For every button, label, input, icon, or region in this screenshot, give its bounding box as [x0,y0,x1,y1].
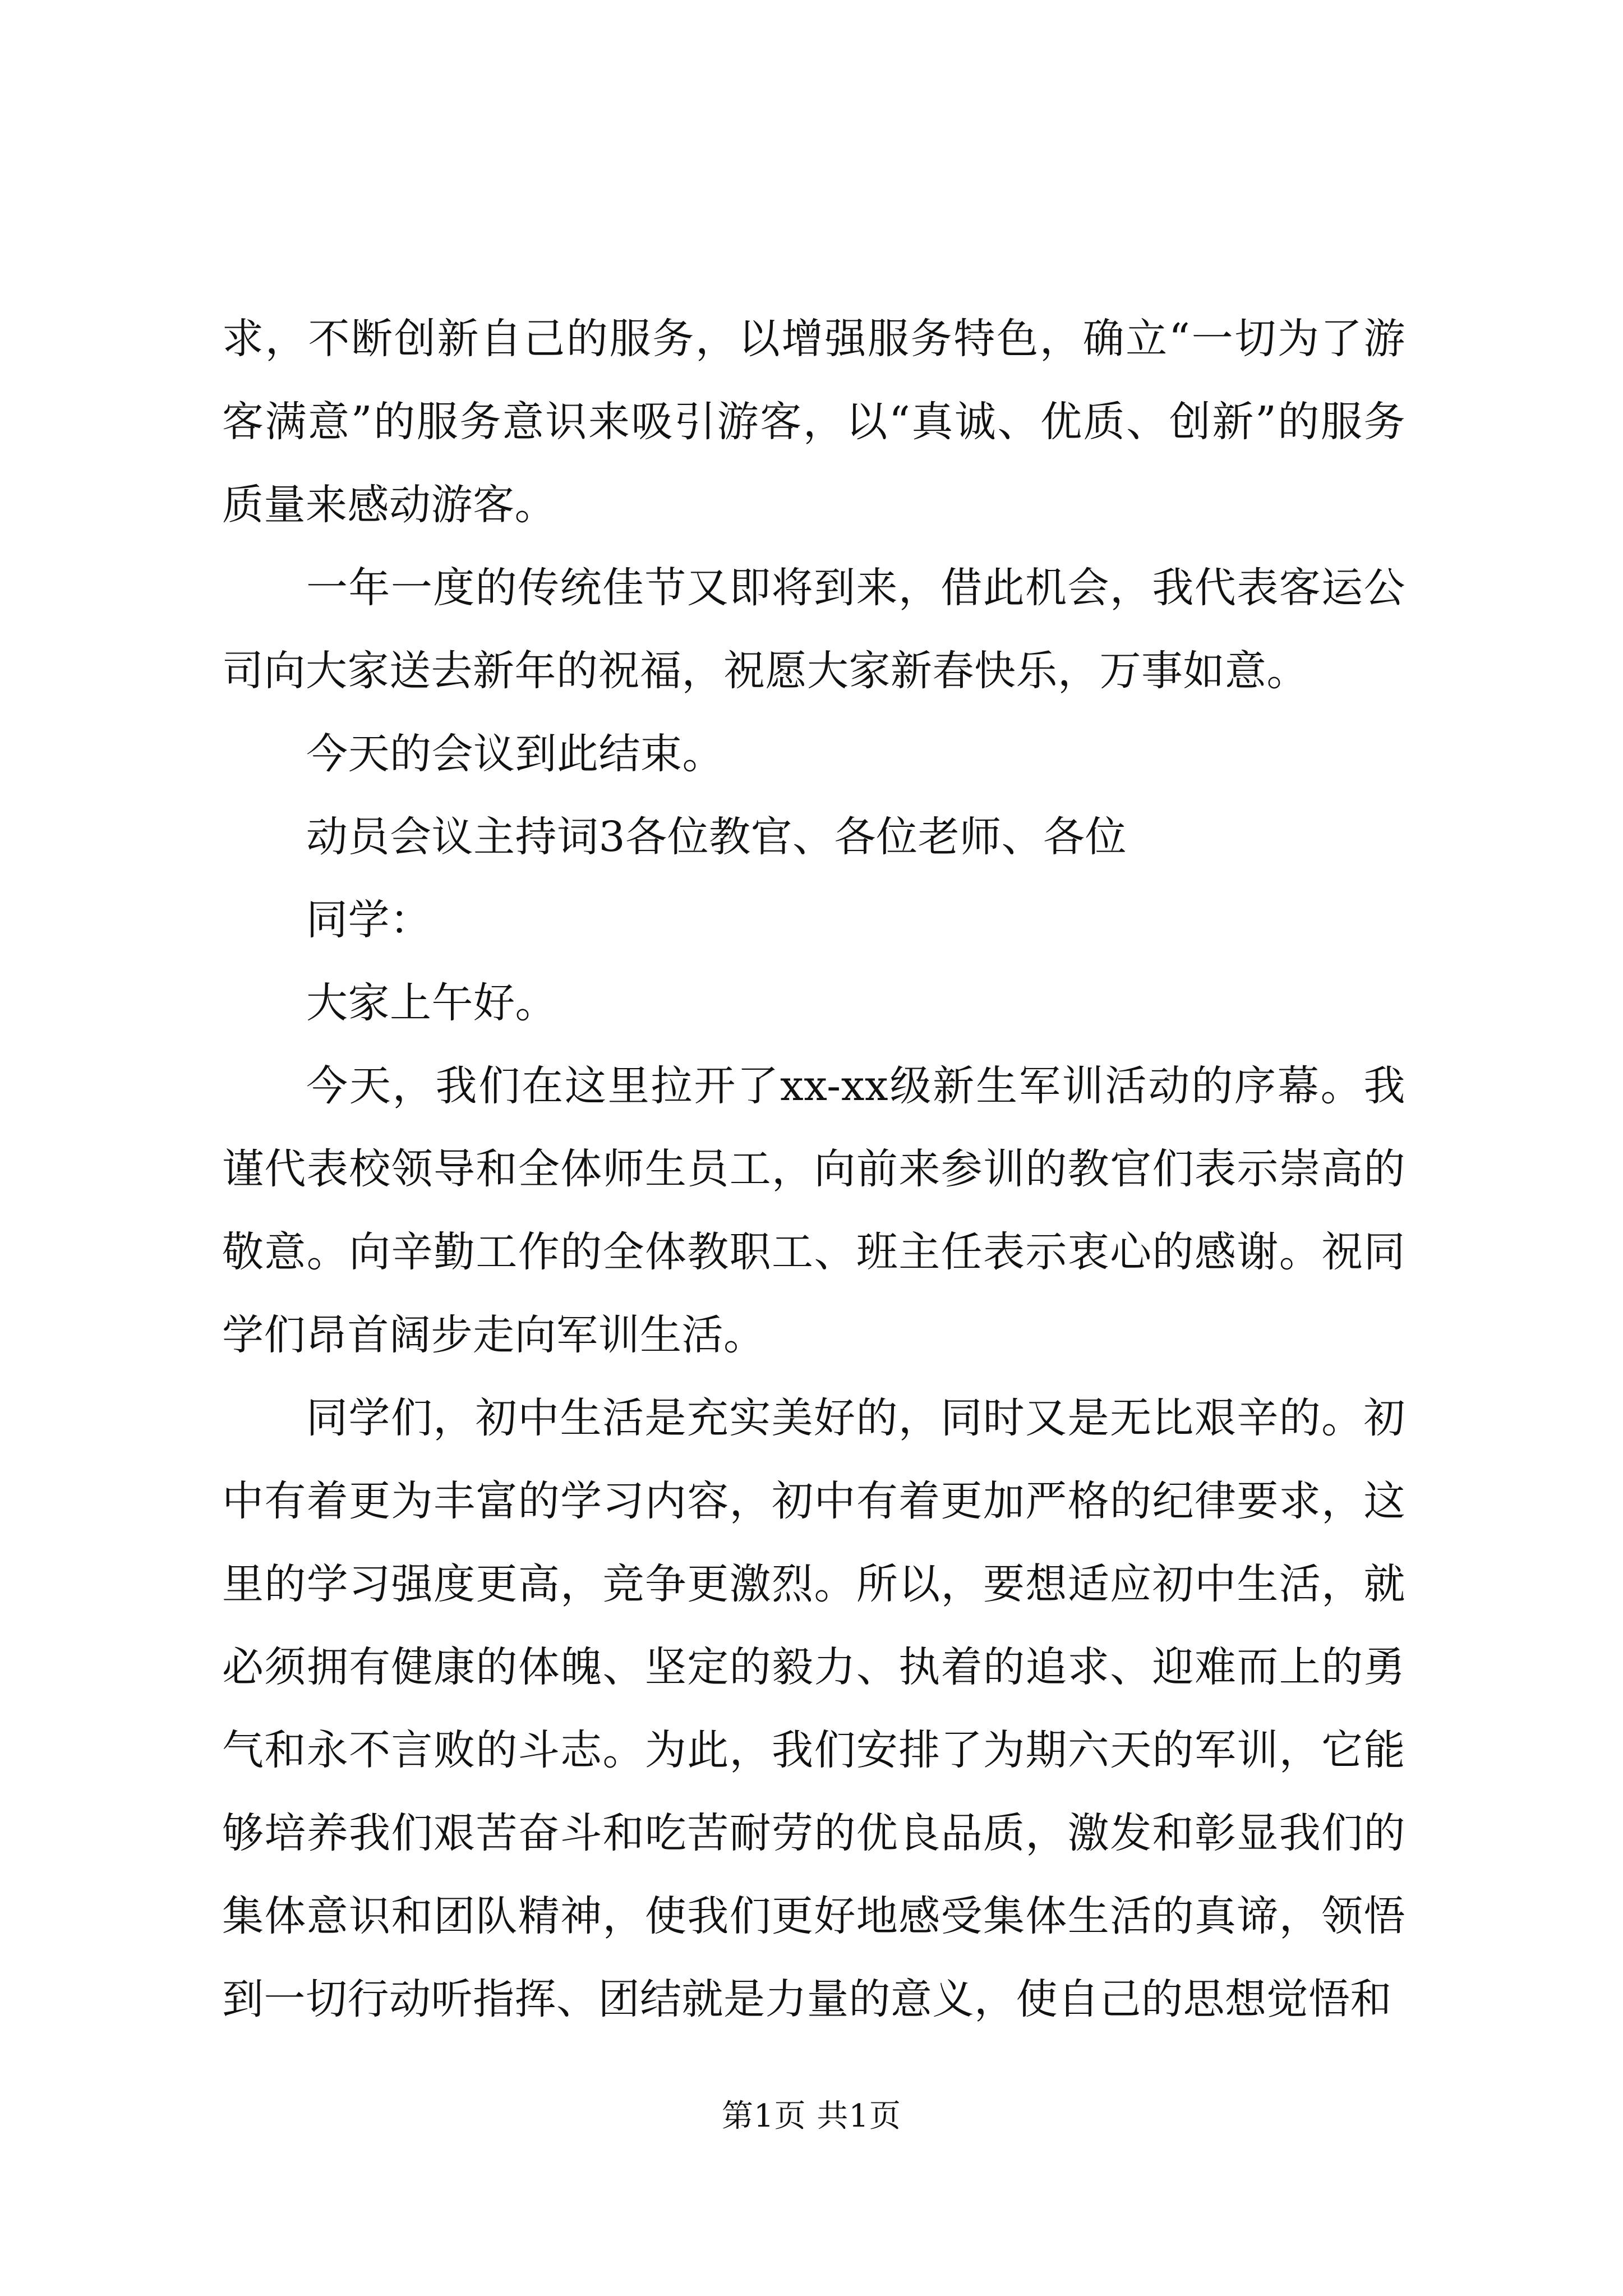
paragraph-opening: 今天，我们在这里拉开了xx-xx级新生军训活动的序幕。我谨代表校领导和全体师生员工，向前来参训的教官们表示崇高的敬意。向辛勤工作的全体教职工、班主任表示衷心的感谢。祝同学们昂首阔步走向军训生活。 [222,1062,1405,1359]
paragraph-greeting: 大家上午好。 [306,979,557,1027]
document-body [222,297,1405,2041]
page-footer: 第1页 共1页 [721,2098,902,2134]
paragraph-salutation: 同学： [306,896,432,944]
paragraph-speech-heading: 动员会议主持词3各位教官、各位老师、各位 [306,813,1127,861]
paragraph-new-year-greeting: 一年一度的传统佳节又即将到来，借此机会，我代表客运公司向大家送去新年的祝福，祝愿大家新春快乐，万事如意。 [222,564,1405,695]
paragraph-continuation: 求，不断创新自己的服务，以增强服务特色，确立“一切为了游客满意”的服务意识来吸引游客，以“真诚、优质、创新”的服务质量来感动游客。 [222,315,1405,529]
paragraph-training-purpose: 同学们，初中生活是充实美好的，同时又是无比艰辛的。初中有着更为丰富的学习内容，初中有着更加严格的纪律要求，这里的学习强度更高，竞争更激烈。所以，要想适应初中生活，就必须拥有健康的体魄、坚定的毅力、执着的追求、迎难而上的勇气和永不言败的斗志。为此，我们安排了为期六天的军训，它能够培养我们艰苦奋斗和吃苦耐劳的优良品质，激发和彰显我们的集体意识和团队精神，使我们更好地感受集体生活的真谛，领悟到一切行动听指挥、团结就是力量的意义，使自己的思想觉悟和 [222,1394,1405,2023]
paragraph-meeting-end: 今天的会议到此结束。 [306,730,724,778]
